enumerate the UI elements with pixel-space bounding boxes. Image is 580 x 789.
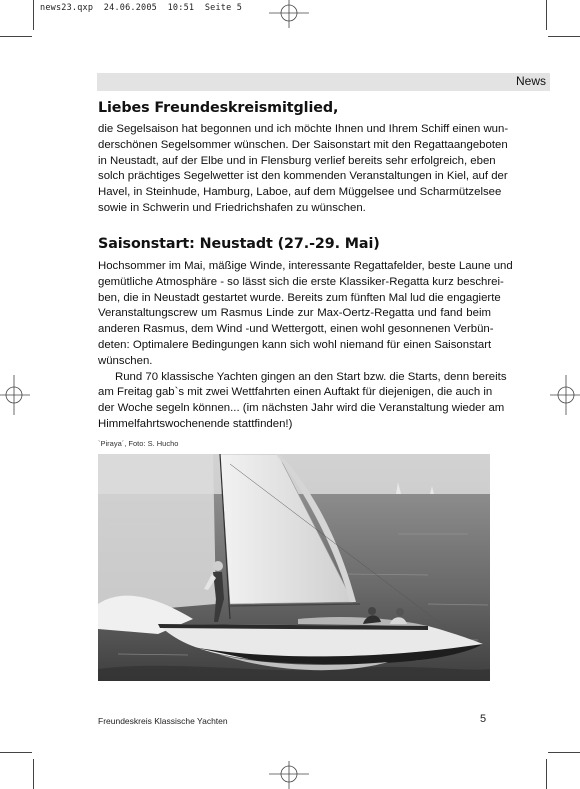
text-line: gemütliche Atmosphäre - so lässt sich die erste Klassiker-Regatta kurz beschrei- <box>98 275 504 288</box>
text-line: ben, die in Neustadt gestartet wurde. Bereits zum fünften Mal lud die engagierte <box>98 291 501 304</box>
crop-mark <box>0 36 32 37</box>
registration-mark-icon <box>266 0 312 28</box>
text-line: Rund 70 klassische Yachten gingen an den Start bzw. die Starts, denn bereits <box>115 370 507 383</box>
crop-mark <box>0 752 32 753</box>
crop-mark <box>33 0 34 30</box>
photo-caption: `Piraya´, Foto: S. Hucho <box>98 439 179 448</box>
text-line: Havel, in Steinhude, Hamburg, Laboe, auf dem Müggelsee und Scharmützelsee <box>98 186 502 199</box>
crop-mark <box>548 36 580 37</box>
section-header-bar <box>97 73 550 91</box>
text-line: Veranstaltungscrew um Rasmus Linde zur Max-Oertz-Regatta und fand beim <box>98 307 491 320</box>
text-line: Hochsommer im Mai, mäßige Winde, interessante Regattafelder, beste Laune und <box>98 260 513 272</box>
page-number: 5 <box>480 713 487 725</box>
intro-heading: Liebes Freundeskreismitglied, <box>98 100 339 116</box>
text-line: sowie in Schwerin und Friedrichshafen zu wünschen. <box>98 201 366 214</box>
text-line: deten: Optimalere Bedingungen kann sich wohl niemand für einen Saisonstart <box>98 338 492 351</box>
crop-mark <box>546 0 547 30</box>
crop-mark <box>548 752 580 753</box>
intro-paragraph <box>98 122 509 217</box>
registration-mark-icon <box>0 372 30 418</box>
article-body <box>98 259 513 433</box>
text-line: derschönen Segelsommer wünschen. Der Saisonstart mit den Regattaangeboten <box>98 138 508 151</box>
text-line: in Neustadt, auf der Elbe und in Flensburg verlief bereits sehr erfolgreich, eben <box>98 154 496 167</box>
text-line: Himmelfahrtswochenende stattfinden!) <box>98 417 293 430</box>
text-line: solch prächtiges Segelwetter ist den kommenden Veranstaltungen in Kiel, auf der <box>98 170 508 183</box>
text-line: die Segelsaison hat begonnen und ich möchte Ihnen und Ihrem Schiff einen wun- <box>98 123 509 135</box>
registration-mark-icon <box>550 372 580 418</box>
publication-name: Freundeskreis Klassische Yachten <box>98 716 228 726</box>
crop-mark <box>33 759 34 789</box>
crop-mark <box>546 759 547 789</box>
print-slug: news23.qxp 24.06.2005 10:51 Seite 5 <box>40 3 243 13</box>
text-line: wünschen. <box>98 354 153 367</box>
article-heading: Saisonstart: Neustadt (27.-29. Mai) <box>98 236 380 252</box>
text-line: am Freitag gab`s mit zwei Wettfahrten einen Auftakt für diejenigen, die auch in <box>98 386 493 399</box>
section-label: News <box>515 74 546 88</box>
sailboat-photo <box>98 454 490 681</box>
text-line: anderen Rasmus, dem Wind -und Wettergott, einen wohl gesonnenen Verbün- <box>98 323 494 336</box>
text-line: der Woche segeln können... (im nächsten Jahr wird die Veranstaltung wieder am <box>98 402 505 415</box>
registration-mark-icon <box>266 761 312 789</box>
